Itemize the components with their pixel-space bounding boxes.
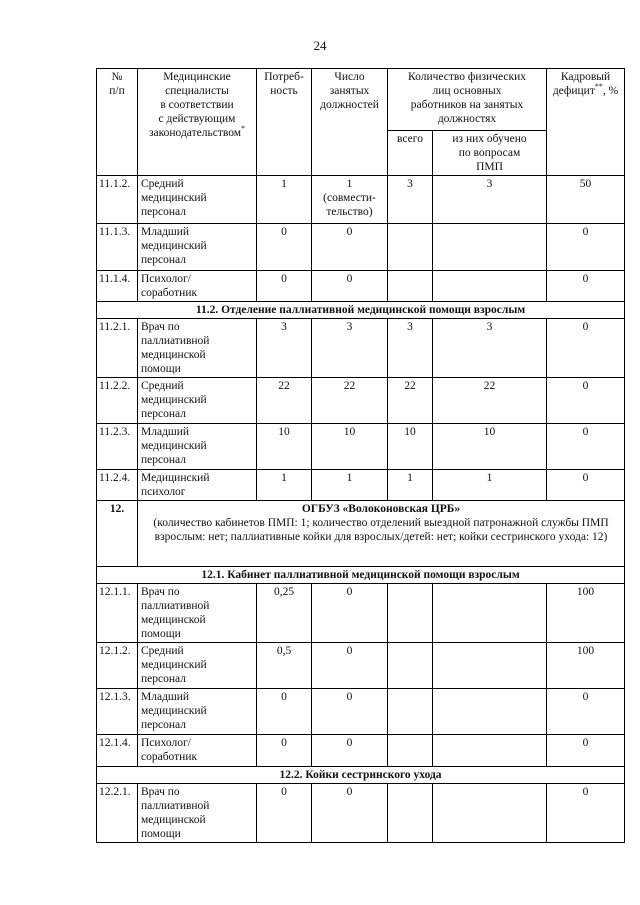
row-total <box>388 224 433 271</box>
row-deficit: 50 <box>547 176 625 224</box>
row-total <box>388 784 433 843</box>
row-deficit: 0 <box>547 784 625 843</box>
row-occupied: 0 <box>312 735 388 767</box>
row-trained: 3 <box>433 319 547 378</box>
row-number: 11.2.2. <box>97 378 138 424</box>
row-occupied: 0 <box>312 584 388 643</box>
row-number: 11.1.3. <box>97 224 138 271</box>
row-total <box>388 689 433 735</box>
table-row <box>97 378 625 424</box>
row-deficit: 0 <box>547 689 625 735</box>
row-specialist: Средний медицинский персонал <box>138 378 257 424</box>
col-specialists-header: Медицинские специалисты в соответствии с действующим законодательством* <box>138 69 257 176</box>
row-occupied: 22 <box>312 378 388 424</box>
col-trained-header: из них обучено по вопросам ПМП <box>433 131 547 176</box>
row-need: 22 <box>257 378 312 424</box>
row-specialist: Психолог/ соработник <box>138 271 257 302</box>
row-deficit: 0 <box>547 378 625 424</box>
row-trained <box>433 271 547 302</box>
table-row <box>97 271 625 302</box>
row-total <box>388 643 433 689</box>
row-specialist: Врач по паллиативной медицинской помощи <box>138 584 257 643</box>
row-deficit: 0 <box>547 271 625 302</box>
row-need: 0 <box>257 735 312 767</box>
row-trained <box>433 584 547 643</box>
row-need: 0,5 <box>257 643 312 689</box>
section-title-11-2: 11.2. Отделение паллиативной медицинской помощи взрослым <box>97 302 625 319</box>
row-total: 3 <box>388 319 433 378</box>
row-number: 11.2.4. <box>97 470 138 501</box>
row-deficit: 0 <box>547 319 625 378</box>
col-need-header: Потреб- ность <box>257 69 312 176</box>
col-num-header: № п/п <box>97 69 138 176</box>
row-occupied: 1 <box>312 470 388 501</box>
row-total: 1 <box>388 470 433 501</box>
org-details: (количество кабинетов ПМП: 1; количество отделений выездной патронажной службы ПМП взрослым: нет; паллиативные койки для взрослых/детей: нет; койки сестринского ухода: 12) <box>153 517 609 543</box>
row-trained <box>433 643 547 689</box>
table-row <box>97 784 625 843</box>
row-need: 0 <box>257 271 312 302</box>
row-trained: 22 <box>433 378 547 424</box>
row-need: 3 <box>257 319 312 378</box>
col-deficit-header: Кадровый дефицит**, % <box>547 69 625 176</box>
row-total <box>388 584 433 643</box>
table-row <box>97 689 625 735</box>
row-total: 3 <box>388 176 433 224</box>
row-specialist: Медицинский психолог <box>138 470 257 501</box>
row-deficit: 100 <box>547 584 625 643</box>
section-title-12-2: 12.2. Койки сестринского ухода <box>97 767 625 784</box>
rows-group-12-1 <box>97 584 625 767</box>
row-occupied: 0 <box>312 784 388 843</box>
table-row <box>97 470 625 501</box>
row-specialist: Средний медицинский персонал <box>138 176 257 224</box>
col-physical-header: Количество физических лиц основных работников на занятых должностях <box>388 69 547 131</box>
row-specialist: Младший медицинский персонал <box>138 689 257 735</box>
table-row <box>97 176 625 224</box>
row-number: 11.2.1. <box>97 319 138 378</box>
row-number: 11.1.2. <box>97 176 138 224</box>
row-trained <box>433 224 547 271</box>
row-trained <box>433 735 547 767</box>
org-num: 12. <box>97 501 138 567</box>
row-need: 0 <box>257 689 312 735</box>
row-need: 0 <box>257 784 312 843</box>
row-total: 10 <box>388 424 433 470</box>
rows-group-11-2 <box>97 319 625 501</box>
table-row <box>97 584 625 643</box>
row-trained <box>433 784 547 843</box>
row-number: 11.2.3. <box>97 424 138 470</box>
row-number: 11.1.4. <box>97 271 138 302</box>
table-row <box>97 735 625 767</box>
org-row <box>97 501 625 567</box>
row-need: 1 <box>257 176 312 224</box>
row-number: 12.2.1. <box>97 784 138 843</box>
staffing-table <box>96 68 625 843</box>
row-total <box>388 271 433 302</box>
row-deficit: 0 <box>547 735 625 767</box>
row-trained: 3 <box>433 176 547 224</box>
section-title-12-1: 12.1. Кабинет паллиативной медицинской помощи взрослым <box>97 567 625 584</box>
col-occupied-header: Число занятых должностей <box>312 69 388 176</box>
row-deficit: 0 <box>547 424 625 470</box>
rows-group-12-2 <box>97 784 625 843</box>
row-specialist: Психолог/ соработник <box>138 735 257 767</box>
row-number: 12.1.1. <box>97 584 138 643</box>
row-total <box>388 735 433 767</box>
row-specialist: Младший медицинский персонал <box>138 224 257 271</box>
org-block <box>97 501 625 584</box>
row-occupied: 3 <box>312 319 388 378</box>
header-row <box>97 69 625 131</box>
col-total-header: всего <box>388 131 433 176</box>
row-number: 12.1.2. <box>97 643 138 689</box>
org-name: ОГБУЗ «Волоконовская ЦРБ» <box>301 503 461 515</box>
row-deficit: 0 <box>547 224 625 271</box>
row-occupied: 0 <box>312 643 388 689</box>
row-occupied: 0 <box>312 689 388 735</box>
org-cell <box>138 501 625 567</box>
row-deficit: 100 <box>547 643 625 689</box>
table-row <box>97 643 625 689</box>
table-row <box>97 424 625 470</box>
row-need: 1 <box>257 470 312 501</box>
row-occupied: 0 <box>312 271 388 302</box>
row-number: 12.1.4. <box>97 735 138 767</box>
row-specialist: Младший медицинский персонал <box>138 424 257 470</box>
row-trained <box>433 689 547 735</box>
row-specialist: Средний медицинский персонал <box>138 643 257 689</box>
row-specialist: Врач по паллиативной медицинской помощи <box>138 319 257 378</box>
row-occupied: 1 (совмести- тельство) <box>312 176 388 224</box>
row-trained: 1 <box>433 470 547 501</box>
rows-group-11-1 <box>97 176 625 302</box>
section-11-2 <box>97 302 625 319</box>
row-specialist: Врач по паллиативной медицинской помощи <box>138 784 257 843</box>
section-12-2 <box>97 767 625 784</box>
row-need: 0 <box>257 224 312 271</box>
row-need: 10 <box>257 424 312 470</box>
row-occupied: 10 <box>312 424 388 470</box>
table-row <box>97 224 625 271</box>
row-need: 0,25 <box>257 584 312 643</box>
row-deficit: 0 <box>547 470 625 501</box>
row-trained: 10 <box>433 424 547 470</box>
table-row <box>97 319 625 378</box>
row-total: 22 <box>388 378 433 424</box>
row-number: 12.1.3. <box>97 689 138 735</box>
page-number: 24 <box>313 38 327 53</box>
row-occupied: 0 <box>312 224 388 271</box>
